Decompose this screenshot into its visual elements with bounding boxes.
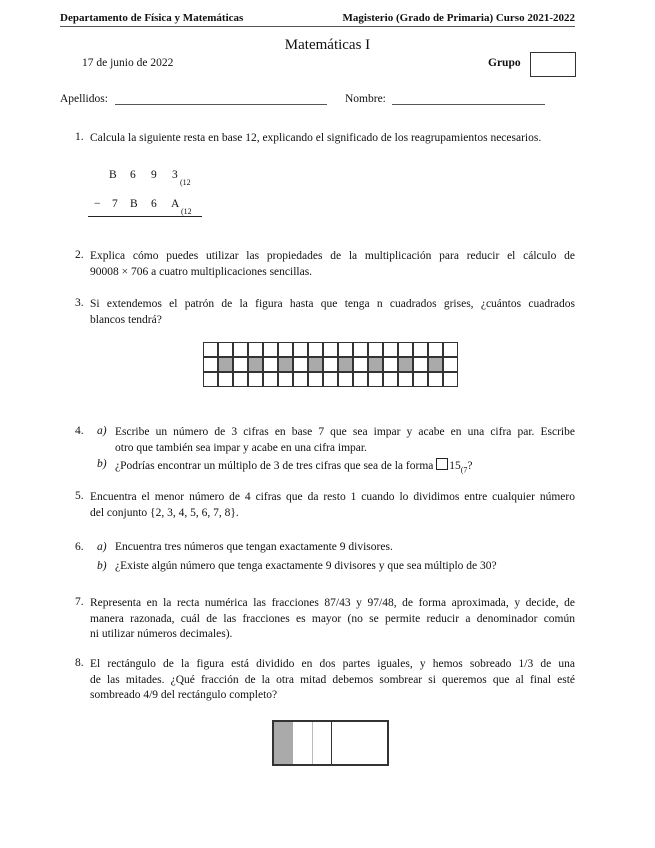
question-number: 8. [75, 657, 84, 669]
question-line: Escribe un número de 3 cifras en base 7 que sea impar y acabe en una cifra par. Escribe [115, 426, 575, 438]
half-divider [331, 722, 332, 764]
subtraction-rule [88, 216, 202, 217]
question-number: 4. [75, 425, 84, 437]
white-square [338, 372, 353, 387]
grupo-label: Grupo [488, 57, 521, 69]
question-line: Encuentra el menor número de 4 cifras que da resto 1 cuando lo dividimos entre cualquier número [90, 491, 575, 503]
apellidos-field[interactable] [115, 104, 327, 105]
question-number: 1. [75, 131, 84, 143]
white-square [263, 357, 278, 372]
white-square [368, 342, 383, 357]
question-5 [90, 490, 575, 521]
question-number: 6. [75, 541, 84, 553]
question-line: manera razonada, cuál de las fracciones es mayor (no se permite reducir a denominador común [90, 612, 575, 625]
white-square [428, 372, 443, 387]
white-square [413, 357, 428, 372]
white-square [218, 372, 233, 387]
question-number: 7. [75, 596, 84, 608]
white-square [293, 372, 308, 387]
question-6b: ¿Existe algún número que tenga exactamente 9 divisores y que sea múltiplo de 30? [115, 560, 497, 572]
digit: 3 [172, 169, 178, 181]
white-square [353, 342, 368, 357]
question-number: 5. [75, 490, 84, 502]
digit: 7 [112, 198, 118, 210]
question-text: ¿Podrías encontrar un múltiplo de 3 de tres cifras que sea de la forma [115, 460, 434, 472]
question-3 [90, 297, 575, 328]
pattern-grid [203, 342, 458, 387]
gray-square [218, 357, 233, 372]
white-square [353, 372, 368, 387]
digit: 9 [151, 169, 157, 181]
white-square [233, 372, 248, 387]
gray-square [278, 357, 293, 372]
question-1 [90, 131, 575, 147]
question-4b [115, 458, 473, 474]
base-subscript: (12 [180, 178, 191, 187]
question-2 [90, 249, 575, 280]
question-7 [90, 596, 575, 643]
white-square [263, 342, 278, 357]
white-square [413, 342, 428, 357]
question-line: sombreado 4/9 del rectángulo completo? [90, 689, 278, 701]
white-square [278, 342, 293, 357]
exam-date: 17 de junio de 2022 [82, 57, 174, 69]
shaded-part [274, 722, 293, 764]
subquestion-label: a) [97, 541, 107, 553]
digit: 6 [151, 198, 157, 210]
base-subscript: (12 [181, 207, 192, 216]
white-square [443, 342, 458, 357]
question-line: de las mitades. ¿Qué fracción de la otra mitad debemos sombrear si queremos que al final esté [90, 673, 575, 686]
subquestion-label: b) [97, 560, 107, 572]
apellidos-label: Apellidos: [60, 93, 108, 105]
white-square [323, 342, 338, 357]
exam-title: Matemáticas I [284, 37, 371, 53]
base-subscript: (7 [460, 465, 468, 475]
white-square [263, 372, 278, 387]
white-square [248, 342, 263, 357]
question-number: 2. [75, 249, 84, 261]
question-line: ni utilizar números decimales). [90, 628, 233, 640]
digit: 6 [130, 169, 136, 181]
gray-square [308, 357, 323, 372]
question-line: Representa en la recta numérica las fracciones 87/43 y 97/48, de forma aproximada, y decide, de [90, 597, 575, 609]
white-square [398, 372, 413, 387]
white-square [203, 372, 218, 387]
gray-square [248, 357, 263, 372]
question-line: Si extendemos el patrón de la figura hasta que tenga n cuadrados grises, ¿cuántos cuadrados [90, 298, 575, 310]
digit: A [171, 198, 180, 210]
white-square [323, 372, 338, 387]
white-square [383, 342, 398, 357]
question-line: Calcula la siguiente resta en base 12, explicando el significado de los reagrupamientos necesarios. [90, 132, 542, 144]
white-square [293, 357, 308, 372]
white-square [308, 372, 323, 387]
header-department: Departamento de Física y Matemáticas [60, 12, 244, 24]
minus-sign: − [94, 198, 101, 210]
white-square [308, 342, 323, 357]
question-4a [115, 425, 575, 456]
question-line: blancos tendrá? [90, 313, 162, 326]
white-square [293, 342, 308, 357]
gray-square [428, 357, 443, 372]
digit: B [130, 198, 138, 210]
question-6a: Encuentra tres números que tengan exactamente 9 divisores. [115, 541, 393, 553]
white-square [323, 357, 338, 372]
digit: B [109, 169, 117, 181]
white-square [383, 372, 398, 387]
white-square [368, 372, 383, 387]
gray-square [398, 357, 413, 372]
header-course: Magisterio (Grado de Primaria) Curso 2021-2022 [342, 12, 575, 24]
gray-square [338, 357, 353, 372]
blank-digit-box [436, 458, 448, 470]
question-line: El rectángulo de la figura está dividido en dos partes iguales, y hemos sobreado 1/3 de una [90, 658, 575, 670]
third-divider [312, 722, 313, 764]
white-square [413, 372, 428, 387]
question-line: Explica cómo puedes utilizar las propiedades de la multiplicación para reducir el cálculo de [90, 250, 575, 262]
question-line: 90008 × 706 a cuatro multiplicaciones sencillas. [90, 265, 313, 278]
white-square [398, 342, 413, 357]
nombre-label: Nombre: [345, 93, 386, 105]
question-8 [90, 657, 575, 704]
question-number: 3. [75, 297, 84, 309]
nombre-field[interactable] [392, 104, 545, 105]
white-square [443, 357, 458, 372]
white-square [248, 372, 263, 387]
white-square [428, 342, 443, 357]
form-digits: 15 [449, 460, 461, 472]
question-mark: ? [467, 460, 473, 472]
white-square [233, 342, 248, 357]
white-square [203, 357, 218, 372]
gray-square [368, 357, 383, 372]
header-rule [60, 26, 575, 27]
white-square [278, 372, 293, 387]
subquestion-label: b) [97, 458, 107, 470]
question-line: del conjunto {2, 3, 4, 5, 6, 7, 8}. [90, 506, 239, 519]
white-square [218, 342, 233, 357]
fraction-rectangle [272, 720, 389, 766]
question-line: otro que también sea impar y acabe en una cifra impar. [115, 441, 367, 454]
white-square [203, 342, 218, 357]
white-square [233, 357, 248, 372]
subquestion-label: a) [97, 425, 107, 437]
grupo-field[interactable] [530, 52, 576, 77]
white-square [443, 372, 458, 387]
white-square [338, 342, 353, 357]
white-square [383, 357, 398, 372]
white-square [353, 357, 368, 372]
